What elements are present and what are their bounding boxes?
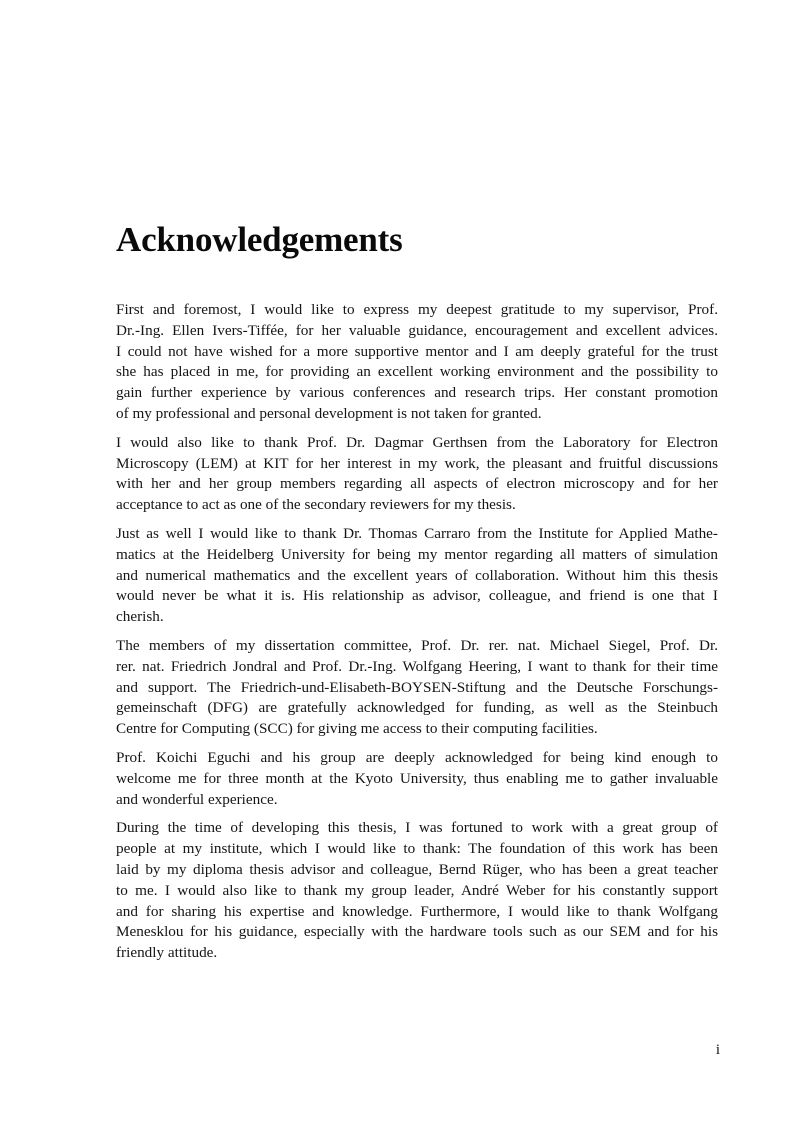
text-line: would never be what it is. His relationship as advisor, colleague, and friend is one that I xyxy=(116,587,718,605)
text-line: cherish. xyxy=(116,608,164,626)
text-line: gain further experience by various conferences and research trips. Her constant promotion xyxy=(116,384,718,402)
text-line: gemeinschaft (DFG) are gratefully acknowledged for funding, as well as the Steinbuch xyxy=(116,699,718,717)
text-line: Menesklou for his guidance, especially with the hardware tools such as our SEM and for his xyxy=(116,923,718,941)
text-line: with her and her group members regarding all aspects of electron microscopy and for her xyxy=(116,475,718,493)
text-line: of my professional and personal development is not taken for granted. xyxy=(116,404,542,422)
text-line: people at my institute, which I would like to thank: The foundation of this work has been xyxy=(116,840,718,858)
text-line: Centre for Computing (SCC) for giving me access to their computing facilities. xyxy=(116,720,598,738)
text-line: The members of my dissertation committee, Prof. Dr. rer. nat. Michael Siegel, Prof. Dr. xyxy=(116,636,718,654)
paragraph-committee xyxy=(116,636,718,740)
paragraph-kyoto xyxy=(116,748,718,810)
text-line: Prof. Koichi Eguchi and his group are deeply acknowledged for being kind enough to xyxy=(116,748,718,766)
page-number: i xyxy=(715,1042,720,1058)
text-line: During the time of developing this thesis, I was fortuned to work with a great group of xyxy=(116,819,718,837)
paragraph-reviewer xyxy=(116,433,718,516)
text-line: Just as well I would like to thank Dr. Thomas Carraro from the Institute for Applied Mathe- xyxy=(116,524,718,542)
text-line: she has placed in me, for providing an excellent working environment and the possibility to xyxy=(116,363,718,381)
text-line: First and foremost, I would like to express my deepest gratitude to my supervisor, Prof. xyxy=(116,301,718,318)
page-heading: Acknowledgements xyxy=(116,220,403,259)
text-line: rer. nat. Friedrich Jondral and Prof. Dr.-Ing. Wolfgang Heering, I want to thank for their time xyxy=(116,657,718,675)
text-line: I would also like to thank Prof. Dr. Dagmar Gerthsen from the Laboratory for Electron xyxy=(116,433,718,451)
text-line: acceptance to act as one of the secondary reviewers for my thesis. xyxy=(116,496,516,514)
text-line: I could not have wished for a more supportive mentor and I am deeply grateful for the trust xyxy=(116,342,718,360)
text-line: laid by my diploma thesis advisor and colleague, Bernd Rüger, who has been a great teacher xyxy=(116,860,718,878)
text-line: and for sharing his expertise and knowledge. Furthermore, I would like to thank Wolfgang xyxy=(116,902,718,920)
text-line: matics at the Heidelberg University for being my mentor regarding all matters of simulation xyxy=(116,545,718,563)
text-line: and numerical mathematics and the excellent years of collaboration. Without him this thesis xyxy=(116,566,718,584)
text-line: and wonderful experience. xyxy=(116,790,278,808)
text-line: welcome me for three month at the Kyoto University, thus enabling me to gather invaluable xyxy=(116,769,718,787)
text-line: friendly attitude. xyxy=(116,944,218,962)
paragraph-mentor xyxy=(116,524,718,628)
body-text xyxy=(116,300,718,972)
paragraph-supervisor xyxy=(116,300,718,425)
text-line: and support. The Friedrich-und-Elisabeth-BOYSEN-Stiftung and the Deutsche Forschungs- xyxy=(116,678,718,696)
text-line: Dr.-Ing. Ellen Ivers-Tiffée, for her valuable guidance, encouragement and excellent advices. xyxy=(116,321,718,339)
text-line: Microscopy (LEM) at KIT for her interest in my work, the pleasant and fruitful discussions xyxy=(116,454,718,472)
text-line: to me. I would also like to thank my group leader, André Weber for his constantly support xyxy=(116,881,718,899)
paragraph-institute xyxy=(116,818,718,964)
